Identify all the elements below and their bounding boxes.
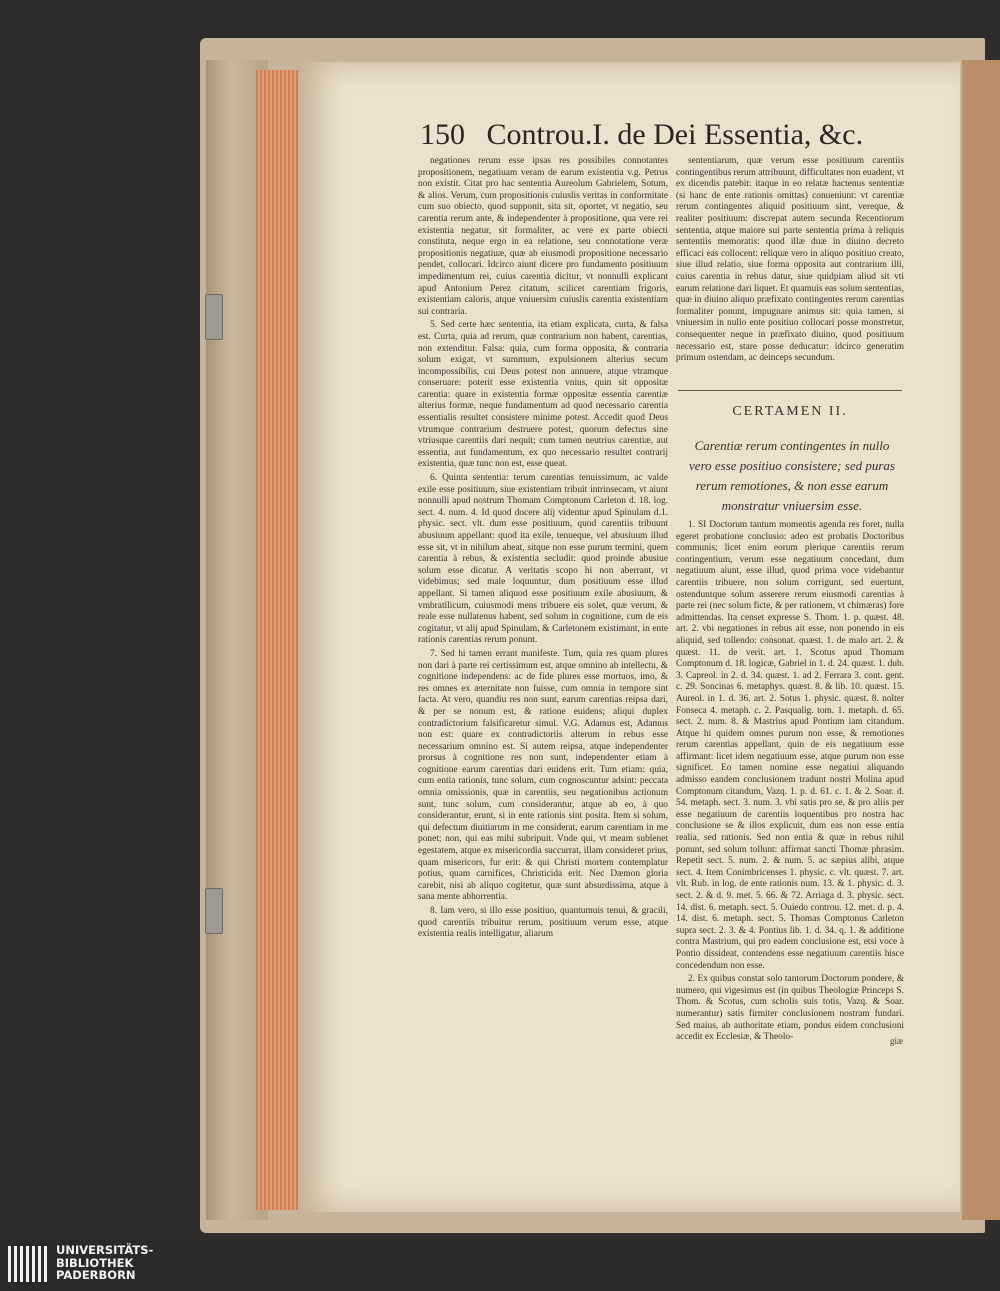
- page-edges: [256, 70, 302, 1210]
- paragraph: negationes rerum esse ipsas res possibiles connotantes propositionem, negatiuam veram de earum existentia v.g. Petrus non existit. Citat pro hac sententia Aureolum Gabrielem, Sotum, & alios. Verum, cum propositionis cuiuslis veritas in conformitate cum suo obiecto, quod supponit, sita sit, oportet, vt negatio, seu carentia rerum ante, & independenter à propositione, qua vere rei existentia negatur, sit formaliter, ac vere ex parte obiecti constituta, neque ergo in ea relatione, seu connotatione veræ propositionis negatiuæ, quæ ab eiusmodi propositione necessario pendet, collocari. Idcirco aiunt dicere pro fundamento positiuum impedimentum rei, cuius carentia dicitur, vt nonnulli explicant apud Antonium Perez citatum, scilicet carentiam frigoris, existentiam caloris, atque vniuersim cuiuslis carentia existentiam sui contraria.: [418, 156, 668, 317]
- paragraph: 7. Sed hi tamen errant manifeste. Tum, quia res quam plures non dari à parte rei certissimum est, atque omnino ab intellectu, & cognitione independens: ac de fide plures esse mortuos, imo, & res omnes ex æternitate non fuisse, cum omnia in tempore sint facta. At vero, quandiu res non sunt, earum carentias reipsa dari, & per se nonum est, & ratione euidens; aliqui duplex contradictorium falsificaretur simul. V.G. Adamus est, Adamus non est: quare ex contradictoriis alterum in rebus esse necessarium omnino est. Si autem reipsa, atque independenter prorsus à cognitione res non sunt, independenter etiam à cognitione earum carentias dari euidens erit. Tum etiam: quia, cum entia rationis, tunc solum, cum cognoscuntur adsint: peccata omnia omissionis, quæ in carentiis, seu negationibus actionum sunt, tunc solum, cum considerantur, atque ab eo, à quo considerantur, erunt, si in ente rationis sint posita. Item si solum, qui defectum diuitiarum in me considerat, earum carentiam in me ponet; non, qui eas mihi subripuit. Vnde qui, vt meam sublenet egestatem, atque ex misericordia succurrat, illam consideret prius, quam misericors, fur erit: & qui Christi mortem contemplatur potius, quam carnifices, Christicida erit. Nec Dæmon gloria carebit, nisi ab aliquo cogitetur, quæ sunt absurdissima, atque à sana mente abhorrentia.: [418, 648, 668, 903]
- paragraph: 6. Quinta sententia: terum carentias tenuissimum, ac valde exile esse positiuum, siue existentiam tribuit intrinsecam, vt aiunt nonnulli apud nostrum Thomam Comptonum Carleton d. 18. log. sect. 4. num. 4. Id quod docere alij videntur apud Spinulam d.1. physic. sect. vlt. dum esse positiuum, quod carentiis tribuunt abusiuum appellant: quod ita exile, tenueque, vel abusiuum illud esse sit, vt in nihilum abeat, sitque non esse purum termini, quem carentia à rebus, & existentia secludit: quod proinde abusiue solum esse dicatur. A veritatis scopo hi non aberrant, vt videbimus; sed male loquuntur, dum positiuum esse illud appellant. Si tamen aliquod esse positiuum exile abusiuum, & vmbratilicum, cuiusmodi mens tribuere eis solet, quæ verum, & reale esse nullatenus habent, sed solum in cognitione, cum de eis cogitatur, vt alij apud Spinulam, & Carletonem existimant, in ente rationis carentias rerum ponunt.: [418, 473, 668, 646]
- running-title: Controu.I. de Dei Essentia, &c.: [486, 118, 864, 151]
- paragraph: 8. Iam vero, si illo esse positiuo, quantumuis tenui, & gracili, quod carentiis tribuitur rerum, positiuum verum esse, atque existentia realis intelligatur, aliarum: [418, 906, 668, 940]
- facing-page-edge: [962, 60, 1000, 1220]
- library-line3: PADERBORN: [56, 1268, 136, 1282]
- library-logo-icon: [8, 1246, 48, 1282]
- right-column-main: [676, 520, 904, 1060]
- library-line2: BIBLIOTHEK: [56, 1255, 134, 1270]
- paragraph: 5. Sed certe hæc sententia, ita etiam explicata, curta, & falsa est. Curta, quia ad rerum, quæ contrarium non habent, carentias, non extenditur. Falsa: quia, cum forma opposita, & contraria solum exigat, vt summum, expulsionem alterius secum incompossibilis, cui Deus potest non annuere, atque vtramque conseruare: poterit esse existentia vnius, quin sit oppositæ carentia: quare in existentia formæ oppositæ essentia carentiæ alterius formæ, neque fundamentum ad quod necessario carentia essentialis resultet consistere minime potest. Accedit quod Deus vtrumque contrarium destruere potest, quorum defectus sine vtriusque carentiis dari nequit; cum tamen neutrius carentiæ, aut essentia, aut fundamentum, ex quo necessario resultet contrarij existentia, quæ tunc non est, esse queat.: [418, 320, 668, 470]
- section-heading: CERTAMEN II.: [732, 404, 848, 419]
- paragraph: 2. Ex quibus constat solo tantorum Doctorum pondere, & numero, qui vigesimus est (in quibus Theologiæ Princeps S. Thom. & Scotus, cum scholis suis totis, Vazq. & Soar. numerantur) satis firmiter conclusionem nostram fundari. Sed maius, ab authoritate etiam, pondus eidem conclusioni accedit ex Ecclesiæ, & Theolo-: [676, 974, 904, 1043]
- catchword: giæ: [890, 1036, 904, 1046]
- section-divider: [678, 390, 902, 391]
- library-line1: UNIVERSITÄTS-: [56, 1243, 154, 1257]
- clasp-upper: [205, 294, 223, 340]
- page-header: [420, 118, 940, 158]
- library-name: [56, 1244, 153, 1282]
- paragraph: 1. SI Doctorum tantum momentis agenda res foret, nulla egeret probatione conclusio: adeo est probatis Doctoribus communis; licet enim eorum plerique carentiis rerum contingentium, verum esse negatiuum concedant, dum negatiuum aiunt, esse illud, quod prima voce videbantur carentiis tribuere, non solum corrigunt, sed euertunt, ostenduntque solum asserere rerum eiusmodi carentias à parte rei (nec solum ficte, & per rationem, vt chimæras) fore admittendas. Ita censet expresse S. Thom. 1. p. quæst. 48. art. 2. vbi negationes in rebus ait esse, non ponendo in eis aliquid, sed tollendo: consonat. quæst. 1. de malo art. 2. & quæst. 11. de verit. art. 1. Scotus apud Thomam Comptonum d. 18. logicæ, Gabriel in 1. d. 24. quæst. 1. dub. 3. Capreol. in 2. d. 34. quæst. 1. ad 2. Ferrara 3. cont. gent. c. 29. Soncinas 6. metaphys. quæst. 8. & lib. 10. quæst. 15. Aureol. in 1. d. 36. art. 2. Sotus 1. physic. quæst. 8. nolter Fonseca 4. metaph. c. 2. Pasqualig. tom. 1. metaph. d. 65. sect. 2. num. 8. & Mastrius apud Pontium iam citandum. Atque hi quidem omnes purum non esse, & remotiones rerum carentias appellant, quin de eis negatiuum esse affirmant: licet idem negatiuum esse, atque purum non esse significet. Eo tamen nomine esse negatiui aliquando admisso eandem conclusionem tradunt nostri Molina apud Comptonum citandum, Vazq. 1. p. d. 61. c. 1. & 2. Soar. d. 54. metaph. sect. 3. num. 3. vbi satis pro se, & pro aliis per esse negatiuum de carentiis loquentibus pro nostra hac conclusione se & illos explicuit, dum eas non esse entia realia, sed rationis. Sed non entia & quæ in rebus nihil ponunt, sed solum tollunt: affirmat sancti Thomæ phrasim. Repetit sect. 5. num. 2. & num. 5. ac sæpius alibi, atque sect. 4. Item Conimbricenses 1. physic. c. vlt. quæst. 7. art. vlt. Rub. in log. de ente rationis num. 13. & 1. physic. d. 3. sect. 2. & d. 9. met. 5. 66. & 72. Arriaga d. 3. physic. sect. 14. dist. 6. metaph. sect. 5. Ouiedo controu. 12. met. d. p. 4. 14. dist. 6. metaph. sect. 5. Thomas Comptonus Carleton supra sect. 2. 3. & 4. Pontius lib. 1. d. 34. q. 1. & additione contra Mastrium, qui pro eadem conclusione est, etsi voce à Pontio dissideat, contendens esse negatiuum carentiis hisce concedendum non esse.: [676, 520, 904, 971]
- paragraph: sententiarum, quæ verum esse positiuum carentiis contingentibus rerum attribuunt, difficultates non euadent, vt ex dicendis patebit: itaque in eo relatæ hactenus sententiæ (si hanc de ente rationis omittas) conueniunt: vt carentiæ rerum contingentes aliquid positiuum sint, vereque, & realiter positiuum: discrepat autem secunda Recentiorum sententia, atque maiore sui parte sententia prima à reliquis sententiis memoratis: quod illæ duæ in diuino decreto efficaci eas collocent: reliquæ vero in aliquo positiuo creato, siue illud relatio, siue forma opposita aut contrarium illi, cuius carentia in rebus datur, siue quidpiam aliud sit vti earum relatione dari liquet. Et quamuis eas solum sententias, quæ in diuino aliquo præfixato contingentes rerum carentias formaliter ponunt, impugnare animus sit: quia tamen, si vniuersim in nullo ente positiuo collocari posse monstretur, consequenter neque in præfixato diuino, quod positiuum necessario est, stare posse deducatur: idcirco generatim primum ostendam, ac deinceps secundum.: [676, 156, 904, 364]
- left-column: [418, 156, 668, 1036]
- page-number: 150: [420, 118, 465, 151]
- right-column-top: [676, 156, 904, 382]
- section-subtitle: Carentiæ rerum contingentes in nullo vero esse positiuo consistere; sed puras rerum remotiones, & non esse earum monstratur vniuersim esse.: [689, 438, 895, 513]
- clasp-lower: [205, 888, 223, 934]
